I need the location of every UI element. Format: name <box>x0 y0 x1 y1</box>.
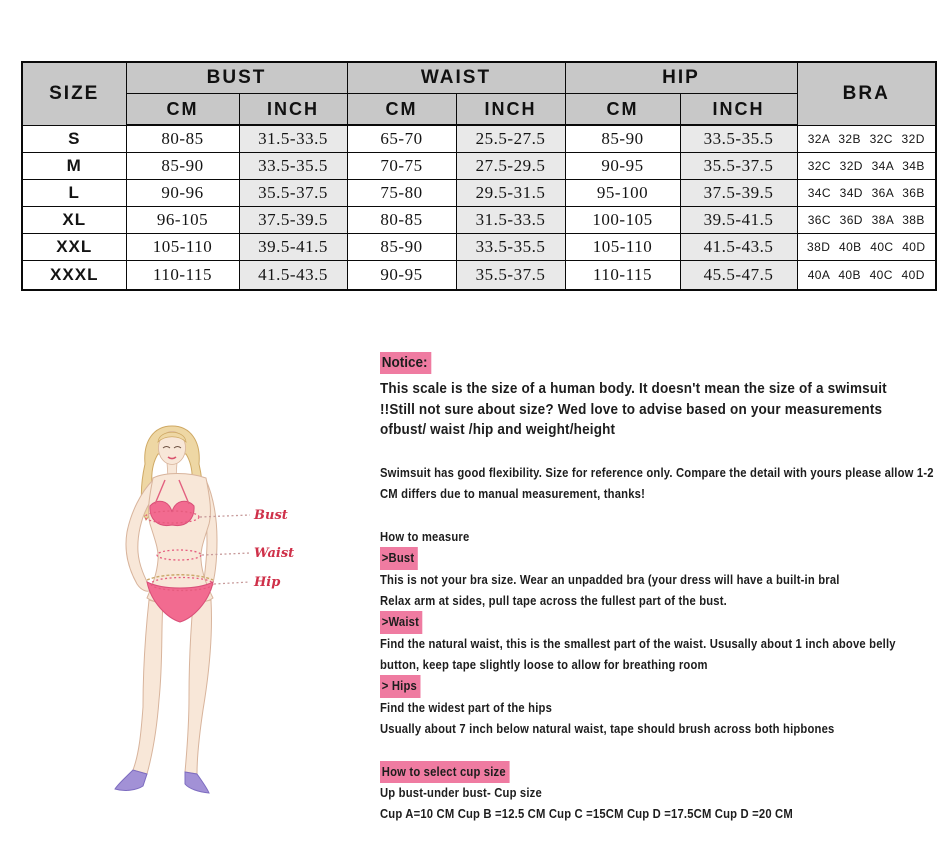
bust-instruction-1: This is not your bra size. Wear an unpadded bra (your dress will have a built-in bral <box>380 572 840 587</box>
cell-waist-inch: 33.5-35.5 <box>456 233 565 260</box>
bust-heading: >Bust <box>380 547 418 570</box>
cell-bust-inch: 41.5-43.5 <box>239 260 347 290</box>
cell-waist-inch: 25.5-27.5 <box>456 125 565 152</box>
how-to-measure-section <box>380 527 938 740</box>
table-row <box>22 152 936 179</box>
hips-instruction-2: Usually about 7 inch below natural waist, tape should brush across both hipbones <box>380 721 835 736</box>
hip-leader-line <box>214 582 250 584</box>
left-shoe <box>115 770 147 790</box>
cell-bust-cm: 80-85 <box>126 125 239 152</box>
cell-bra: 36C 36D 38A 38B <box>797 206 936 233</box>
cell-hip-cm: 100-105 <box>565 206 680 233</box>
cell-hip-cm: 85-90 <box>565 125 680 152</box>
flexibility-note: Swimsuit has good flexibility. Size for reference only. Compare the detail with yours please allow 1-2 CM differs due to manual measurement, thanks! <box>380 465 934 501</box>
cup-size-heading-row <box>380 761 938 784</box>
measurement-figure-illustration <box>105 422 335 797</box>
cell-bra: 32C 32D 34A 34B <box>797 152 936 179</box>
cell-bust-inch: 35.5-37.5 <box>239 179 347 206</box>
cell-waist-cm: 65-70 <box>347 125 456 152</box>
cell-bra: 32A 32B 32C 32D <box>797 125 936 152</box>
column-header-hip: HIP <box>565 62 797 94</box>
cell-bust-cm: 96-105 <box>126 206 239 233</box>
column-header-bust-cm: CM <box>126 94 239 126</box>
waist-instruction: Find the natural waist, this is the smallest part of the waist. Ususally about 1 inch above belly button, keep tape slightly loose to allow for breathing room <box>380 637 896 672</box>
column-header-bra: BRA <box>797 62 936 125</box>
column-header-waist-inch: INCH <box>456 94 565 126</box>
notice-body: This scale is the size of a human body. It doesn't mean the size of a swimsuit !!Still not sure about size? Wed love to advise based on your measurements ofbust/ waist /hip and weight/height <box>380 380 887 438</box>
column-header-hip-inch: INCH <box>680 94 797 126</box>
cell-waist-cm: 75-80 <box>347 179 456 206</box>
size-chart-table <box>21 61 937 291</box>
cell-waist-cm: 70-75 <box>347 152 456 179</box>
cell-hip-cm: 105-110 <box>565 233 680 260</box>
cell-hip-inch: 37.5-39.5 <box>680 179 797 206</box>
cell-hip-inch: 45.5-47.5 <box>680 260 797 290</box>
waist-heading-row <box>380 611 938 634</box>
notice-heading: Notice: <box>380 352 431 374</box>
cup-size-values: Cup A=10 CM Cup B =12.5 CM Cup C =15CM Cup D =17.5CM Cup D =20 CM <box>380 806 793 821</box>
cell-bust-inch: 33.5-35.5 <box>239 152 347 179</box>
cell-size: XXXL <box>22 260 126 290</box>
cell-waist-inch: 27.5-29.5 <box>456 152 565 179</box>
hips-instruction-1: Find the widest part of the hips <box>380 701 553 716</box>
cell-size: M <box>22 152 126 179</box>
table-row <box>22 125 936 152</box>
cell-size: S <box>22 125 126 152</box>
left-arm <box>126 480 153 591</box>
notice-heading-row <box>380 352 938 374</box>
cell-bra: 38D 40B 40C 40D <box>797 233 936 260</box>
waist-callout-label: Waist <box>254 546 295 561</box>
cup-size-section <box>380 761 938 825</box>
column-header-size: SIZE <box>22 62 126 125</box>
table-row <box>22 260 936 290</box>
left-leg <box>133 600 163 774</box>
cell-bust-cm: 110-115 <box>126 260 239 290</box>
cell-waist-inch: 29.5-31.5 <box>456 179 565 206</box>
table-row <box>22 233 936 260</box>
cell-bust-inch: 39.5-41.5 <box>239 233 347 260</box>
column-header-waist: WAIST <box>347 62 565 94</box>
how-to-measure-title: How to measure <box>380 529 470 544</box>
cell-hip-cm: 95-100 <box>565 179 680 206</box>
column-header-bust-inch: INCH <box>239 94 347 126</box>
cell-bust-inch: 31.5-33.5 <box>239 125 347 152</box>
table-row <box>22 179 936 206</box>
cup-size-heading: How to select cup size <box>380 761 509 784</box>
column-header-hip-cm: CM <box>565 94 680 126</box>
cell-bra: 40A 40B 40C 40D <box>797 260 936 290</box>
cell-waist-cm: 80-85 <box>347 206 456 233</box>
table-header-row-groups <box>22 62 936 94</box>
cell-size: L <box>22 179 126 206</box>
cell-size: XL <box>22 206 126 233</box>
woman-sketch <box>115 426 217 793</box>
cell-bust-inch: 37.5-39.5 <box>239 206 347 233</box>
waist-heading: >Waist <box>380 611 423 634</box>
info-column <box>380 352 938 825</box>
bust-callout-label: Bust <box>254 508 288 523</box>
right-shoe <box>185 772 209 793</box>
cell-bust-cm: 90-96 <box>126 179 239 206</box>
right-leg <box>185 600 212 774</box>
cell-hip-inch: 33.5-35.5 <box>680 125 797 152</box>
cup-size-formula: Up bust-under bust- Cup size <box>380 786 542 801</box>
cell-bust-cm: 105-110 <box>126 233 239 260</box>
cell-waist-inch: 31.5-33.5 <box>456 206 565 233</box>
cell-waist-inch: 35.5-37.5 <box>456 260 565 290</box>
cell-hip-inch: 41.5-43.5 <box>680 233 797 260</box>
bust-instruction-2: Relax arm at sides, pull tape across the fullest part of the bust. <box>380 593 727 608</box>
cell-waist-cm: 85-90 <box>347 233 456 260</box>
cell-hip-cm: 90-95 <box>565 152 680 179</box>
cell-waist-cm: 90-95 <box>347 260 456 290</box>
cell-bust-cm: 85-90 <box>126 152 239 179</box>
column-header-bust: BUST <box>126 62 347 94</box>
cell-hip-inch: 35.5-37.5 <box>680 152 797 179</box>
cell-hip-inch: 39.5-41.5 <box>680 206 797 233</box>
cell-hip-cm: 110-115 <box>565 260 680 290</box>
cell-size: XXL <box>22 233 126 260</box>
hip-callout-label: Hip <box>254 575 281 590</box>
table-row <box>22 206 936 233</box>
cell-bra: 34C 34D 36A 36B <box>797 179 936 206</box>
bust-heading-row <box>380 547 938 570</box>
hips-heading: > Hips <box>380 675 421 698</box>
column-header-waist-cm: CM <box>347 94 456 126</box>
hips-heading-row <box>380 675 938 698</box>
